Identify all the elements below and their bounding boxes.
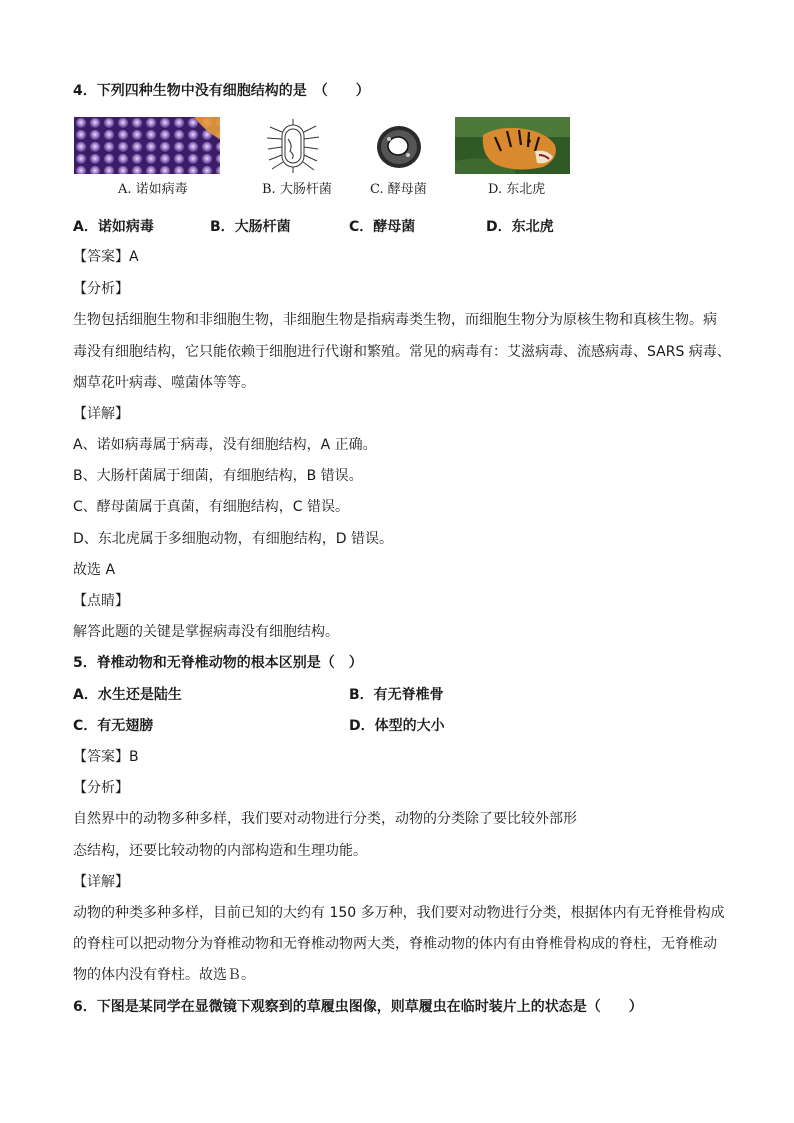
q4-detail-line: D、东北虎属于多细胞动物，有细胞结构，D 错误。	[73, 531, 394, 547]
caption-a: A. 诺如病毒	[118, 182, 188, 197]
q4-point-label: 【点睛】	[73, 593, 129, 609]
q4-option-b: B．大肠杆菌	[210, 219, 291, 235]
q5-detail-line: 动物的种类多种多样，目前已知的大约有 150 多万种，我们要对动物进行分类，根据体内有无脊椎骨构成	[73, 905, 725, 921]
q6-stem: 6．下图是某同学在显微镜下观察到的草履虫图像，则草履虫在临时装片上的状态是（ ）	[73, 999, 643, 1015]
q4-option-a: A．诺如病毒	[73, 219, 154, 235]
caption-d: D. 东北虎	[488, 182, 546, 197]
yeast-image	[375, 117, 423, 174]
caption-c: C. 酵母菌	[370, 182, 427, 197]
q4-stem: 4．下列四种生物中没有细胞结构的是 （ ）	[73, 83, 370, 99]
q4-answer: 【答案】A	[73, 249, 139, 265]
q4-detail-line: B、大肠杆菌属于细菌，有细胞结构，B 错误。	[73, 468, 363, 484]
q5-option-c: C．有无翅膀	[73, 718, 154, 734]
q4-point-text: 解答此题的关键是掌握病毒没有细胞结构。	[73, 624, 339, 640]
q5-detail-line: 物的体内没有脊柱。故选Ｂ。	[73, 967, 255, 983]
q5-stem: 5．脊椎动物和无脊椎动物的根本区别是（ ）	[73, 655, 363, 671]
q5-answer: 【答案】B	[73, 749, 139, 765]
q5-option-d: D．体型的大小	[349, 718, 445, 734]
q5-detail-label: 【详解】	[73, 874, 129, 890]
q4-detail-line: C、酵母菌属于真菌，有细胞结构，C 错误。	[73, 499, 349, 515]
e-coli-image	[262, 117, 324, 174]
q5-option-a: A．水生还是陆生	[73, 687, 182, 703]
q5-detail-line: 的脊柱可以把动物分为脊椎动物和无脊椎动物两大类，脊椎动物的体内有由脊椎骨构成的脊柱，无脊椎动	[73, 936, 717, 952]
q4-option-c: C．酵母菌	[349, 219, 416, 235]
q4-detail-line: A、诺如病毒属于病毒，没有细胞结构，A 正确。	[73, 437, 377, 453]
q4-detail-label: 【详解】	[73, 406, 129, 422]
q5-analysis-line: 自然界中的动物多种多样，我们要对动物进行分类，动物的分类除了要比较外部形	[73, 811, 577, 827]
caption-b: B. 大肠杆菌	[262, 182, 332, 197]
q5-analysis-label: 【分析】	[73, 780, 129, 796]
q4-analysis-line: 毒没有细胞结构，它只能依赖于细胞进行代谢和繁殖。常见的病毒有：艾滋病毒、流感病毒、SARS 病毒、	[73, 344, 731, 360]
q4-analysis-line: 烟草花叶病毒、噬菌体等等。	[73, 375, 255, 391]
norovirus-image	[74, 117, 220, 174]
tiger-image	[455, 117, 570, 174]
q5-option-b: B．有无脊椎骨	[349, 687, 444, 703]
q5-analysis-line: 态结构，还要比较动物的内部构造和生理功能。	[73, 843, 367, 859]
q4-analysis-label: 【分析】	[73, 281, 129, 297]
q4-analysis-line: 生物包括细胞生物和非细胞生物，非细胞生物是指病毒类生物，而细胞生物分为原核生物和真核生物。病	[73, 312, 717, 328]
q4-option-d: D．东北虎	[486, 219, 554, 235]
q4-conclusion: 故选 A	[73, 562, 116, 578]
